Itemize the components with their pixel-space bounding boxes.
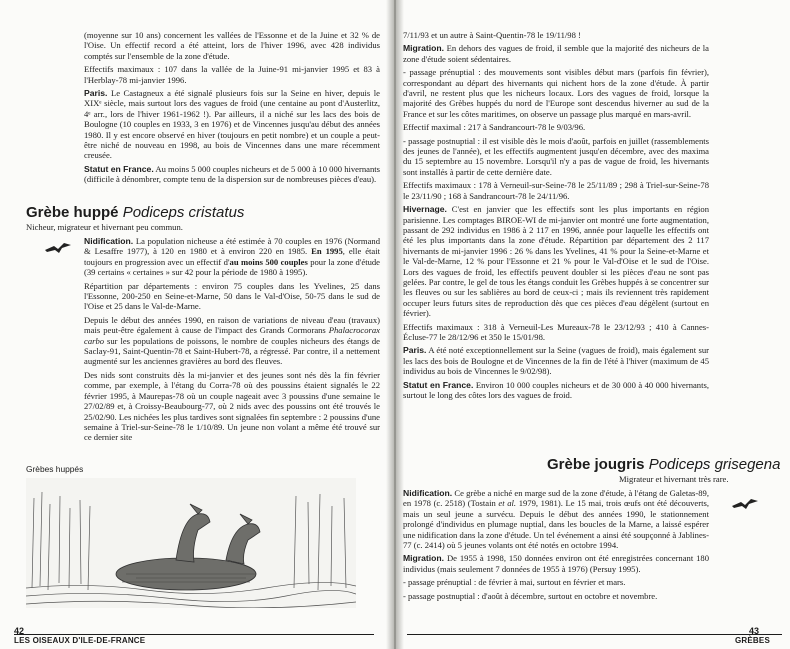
- postnuptial-paragraph: - passage postnuptial : il est visible dès le mois d'août, parfois en juillet (rassemblements des jeunes de l'année), et les effectifs augmentent jusqu'en décembre, avec des maxima du 15 septembre au 15 novembre. Lorsqu'il n'y a pas de vague de froid, les hivernants sont installés à partir de cette dernière date.: [403, 135, 709, 177]
- right-lower-column: [403, 488, 709, 604]
- nidification-paragraph: [403, 488, 709, 550]
- nidification-text: 1979, 1981). Le 15 mai, trois œufs ont été découverts, mais un seul jeune a survécu. Depuis le début des années 1990, le stationnement prolongé d'individus en plumage nuptial, dans les boucles de la Marne, a laissé espérer une nidification dans la zone d'étude. Un tel événement a ainsi été soupçonné à Jablines-77 (c. 2414) où 5 jeunes volants ont été notés en octobre 1994.: [403, 498, 709, 551]
- species-heading: [26, 204, 244, 222]
- migration-paragraph: [403, 553, 709, 574]
- statut-text: Environ 10 000 couples nicheurs et de 30 000 à 40 000 hivernants, surtout le long des côtes lors des vagues de froid.: [403, 379, 709, 400]
- prenuptial-max: Effectif maximal : 217 à Sandrancourt-78 le 9/03/96.: [403, 122, 586, 133]
- running-title: LES OISEAUX D'ILE-DE-FRANCE: [14, 636, 146, 645]
- nidification-text: , elle était toujours en progression avec un effectif d': [84, 246, 380, 267]
- nids-paragraph: Des nids sont construits dès la mi-janvier et des jeunes sont nés dès la fin février comme, par exemple, à l'étang du Corra-78 où des poussins étaient signalés le 22 février 1995, à Maurepas-78 où un couple nageait avec 3 poussins d'une semaine le 27/02/89 et, à Croissy-Beaubourg-77, où 2 nids avec des poussins ont été trouvés le 25/02/90. Les nichées les plus tardives sont signalées fin septembre : 2 poussins d'une semaine à Triel-sur-Seine-78 le 1/10/89. Un jeune non volant a même été trouvé sur ce dernier site: [84, 369, 380, 443]
- paris-paragraph: [84, 88, 380, 161]
- footer-rule: [14, 634, 374, 635]
- statut-label: Statut en France.: [403, 379, 474, 390]
- left-intro-column: [84, 30, 380, 188]
- footer-rule: [407, 634, 782, 635]
- prenuptial-paragraph: - passage prénuptial : des mouvements sont visibles début mars (parfois fin février), correspondant au départ des hivernants qui nichent hors de la zone d'étude. À partir d'avril, ne restent plus que les nicheurs locaux. Lors des vagues de froid, lorsque la majorité des Grèbes huppés du nord de l'Europe sont descendus hiverner au sud de la France et sur les côtes maritimes, on observe un passage plus marqué en mars-avril.: [403, 67, 709, 119]
- statut-paragraph: [403, 380, 709, 401]
- species-latin: Podiceps cristatus: [122, 204, 245, 221]
- depuis-text: sur les populations de poissons, le nombre de couples nicheurs des étangs de Saclay-91, Saint-Quentin-78 et Saint-Hubert-78, a régressé. Par contre, il a nettement augmenté sur les anciennes gravières au bord des fleuves.: [84, 335, 380, 367]
- postnuptial-line: - passage postnuptial : d'août à décembre, surtout en octobre et novembre.: [403, 590, 658, 601]
- nidification-text: La population nicheuse a été estimée à 70 couples en 1976 (Normand & Lesaffre 1977), à 120 en 1980 et à environ 220 en 1985.: [84, 236, 380, 257]
- page-number: 42: [14, 626, 25, 636]
- nidification-paragraph: [84, 236, 380, 278]
- nidification-bold: En 1995: [311, 246, 343, 257]
- depuis-italic: Phalacrocorax carbo: [84, 325, 380, 346]
- depuis-text: Depuis le début des années 1990, en raison de variations de niveau d'eau (travaux) mais peut-être également à cause de l'impact des Grands Cormorans: [84, 314, 380, 336]
- continuation-text: 7/11/93 et un autre à Saint-Quentin-78 le 19/11/98 !: [403, 30, 581, 40]
- species-heading: [547, 456, 780, 474]
- intro-paragraph: (moyenne sur 10 ans) concernent les vallées de l'Essonne et de la Juine et 32 % de l'Oise. Un effectif record a été atteint, lors de l'hiver 1996, avec 428 individus comptés sur l'ensemble de la zone d'étude.: [84, 30, 380, 61]
- nidification-italic: et al.: [498, 498, 517, 509]
- hivernage-text: C'est en janvier que les effectifs sont les plus importants en région parisienne. Les comptages BIROE-WI de mi-janvier ont montré une forte augmentation, passant de 292 individus en 1986 à 2 117 en 1996, année pour laquelle les effectifs ont été les plus importants dans la zone d'étude. Répartition par département des 2 117 hivernants de mi-janvier 1996 : 26 % dans les Yvelines, 41 % pour la Seine-et-Marne et le Val-de-Marne, 12 % pour l'Essonne et 21 % pour le Val-d'Oise et le sud de l'Oise. Lors des vagues de froid, les effectifs peuvent doubler si les pièces d'eau ne sont pas gelées. Par contre, le gel de tous les étangs conduit les Grèbes huppés à se concentrer sur les fleuves ou sur les sablières au bord de ceux-ci ; mais ils reviennent très rapidement occuper leurs futurs sites de reproduction dès que ces pièces d'eau dégèlent (surtout en février).: [403, 204, 709, 319]
- statut-paragraph: [84, 164, 380, 185]
- species-status: Migrateur et hivernant très rare.: [619, 474, 729, 484]
- nidification-label: Nidification.: [403, 488, 453, 498]
- hivernage-label: Hivernage.: [403, 204, 447, 215]
- paris-paragraph: [403, 345, 709, 376]
- left-main-column: [84, 236, 380, 446]
- running-title: GRÈBES: [735, 636, 770, 645]
- repartition-paragraph: Répartition par départements : environ 75 couples dans les Yvelines, 25 dans l'Essonne, 200-250 en Seine-et-Marne, 50 dans le Val-d'Oise, 50-75 dans le sud de l'Oise et 25 dans le Val-de-Marne.: [84, 280, 380, 312]
- migration-text: En dehors des vagues de froid, il semble que la majorité des nicheurs de la zone d'étude soient sédentaires.: [403, 43, 709, 64]
- hivernage-paragraph: [403, 204, 709, 318]
- page-number: 43: [749, 626, 760, 636]
- intro-paragraph: Effectifs maximaux : 107 dans la vallée de la Juine-91 mi-janvier 1995 et 83 à l'Herblay-78 mi-janvier 1996.: [84, 64, 380, 85]
- migration-label: Migration.: [403, 43, 445, 54]
- paris-text: Le Castagneux a été signalé plusieurs fois sur la Seine en hiver, depuis le XIXᵉ siècle, mais surtout lors des vagues de froid (une centaine au pont d'Austerlitz, 4ᵉ arr., lors de l'hiver 1961-1962 !). Par ailleurs, il a niché sur les lacs des bois de Boulogne (10 couples en 1933, 3 en 1976) et de Vincennes jusqu'au début des années 1980. Il y est encore observé en hiver (toujours en petit nombre) et un couple a peut-être niché de nouveau en 1998, au bois de Vincennes dans une mare récemment creusée.: [84, 88, 380, 161]
- migration-label: Migration.: [403, 553, 445, 564]
- paris-text: A été noté exceptionnellement sur la Seine (vagues de froid), mais également sur les lacs des bois de Boulogne et de Vincennes de la fin de l'été à l'hiver (maximum de 45 individus au bois de Vincennes le 9/02/98).: [403, 345, 709, 377]
- nidification-text: Ce grèbe a niché en marge sud de la zone d'étude, à l'étang de Galetas-89, en 1978 (c. 2518) (Tostain: [403, 488, 709, 509]
- flying-bird-icon: [44, 240, 72, 258]
- left-page: [0, 0, 393, 649]
- right-upper-column: [403, 30, 709, 403]
- right-page: [397, 0, 790, 649]
- grebes-illustration: [26, 478, 356, 608]
- species-status: Nicheur, migrateur et hivernant peu commun.: [26, 222, 183, 232]
- illustration-caption: Grèbes huppés: [26, 464, 84, 474]
- flying-bird-icon: [731, 496, 759, 514]
- nidification-bold: au moins 500 couples: [229, 256, 308, 267]
- nidification-text: pour la zone d'étude (39 certains « certaines » sur 42 pour la période de 1980 à 1995).: [84, 256, 380, 278]
- paris-label: Paris.: [403, 345, 427, 356]
- migration-text: De 1955 à 1998, 150 données environ ont été enregistrées concernant 180 individus (mais seulement 7 données de 1955 à 1976) (Persuy 1995).: [403, 553, 709, 574]
- prenuptial-line: - passage prénuptial : de février à mai, surtout en février et mars.: [403, 577, 626, 588]
- species-name: Grèbe jougris: [547, 456, 645, 473]
- paris-label: Paris.: [84, 88, 108, 99]
- postnuptial-max: Effectifs maximaux : 178 à Verneuil-sur-Seine-78 le 25/11/89 ; 298 à Triel-sur-Seine-78 le 23/11/90 ; 168 à Sandrancourt-78 le 24/11/96.: [403, 180, 709, 201]
- statut-label: Statut en France.: [84, 163, 154, 174]
- migration-paragraph: [403, 43, 709, 64]
- species-name: Grèbe huppé: [26, 204, 119, 221]
- depuis-paragraph: [84, 315, 380, 367]
- statut-text: Au moins 5 000 couples nicheurs et de 5 000 à 10 000 hivernants (difficile à dénombrer, compte tenu de la dispersion sur de nombreuses pièces d'eau).: [84, 163, 380, 185]
- species-latin: Podiceps grisegena: [648, 456, 781, 473]
- nidification-label: Nidification.: [84, 236, 134, 246]
- hivernage-max: Effectifs maximaux : 318 à Verneuil-Les Mureaux-78 le 23/12/93 ; 410 à Cannes-Écluse-77 le 28/12/96 et 350 le 15/01/98.: [403, 321, 709, 342]
